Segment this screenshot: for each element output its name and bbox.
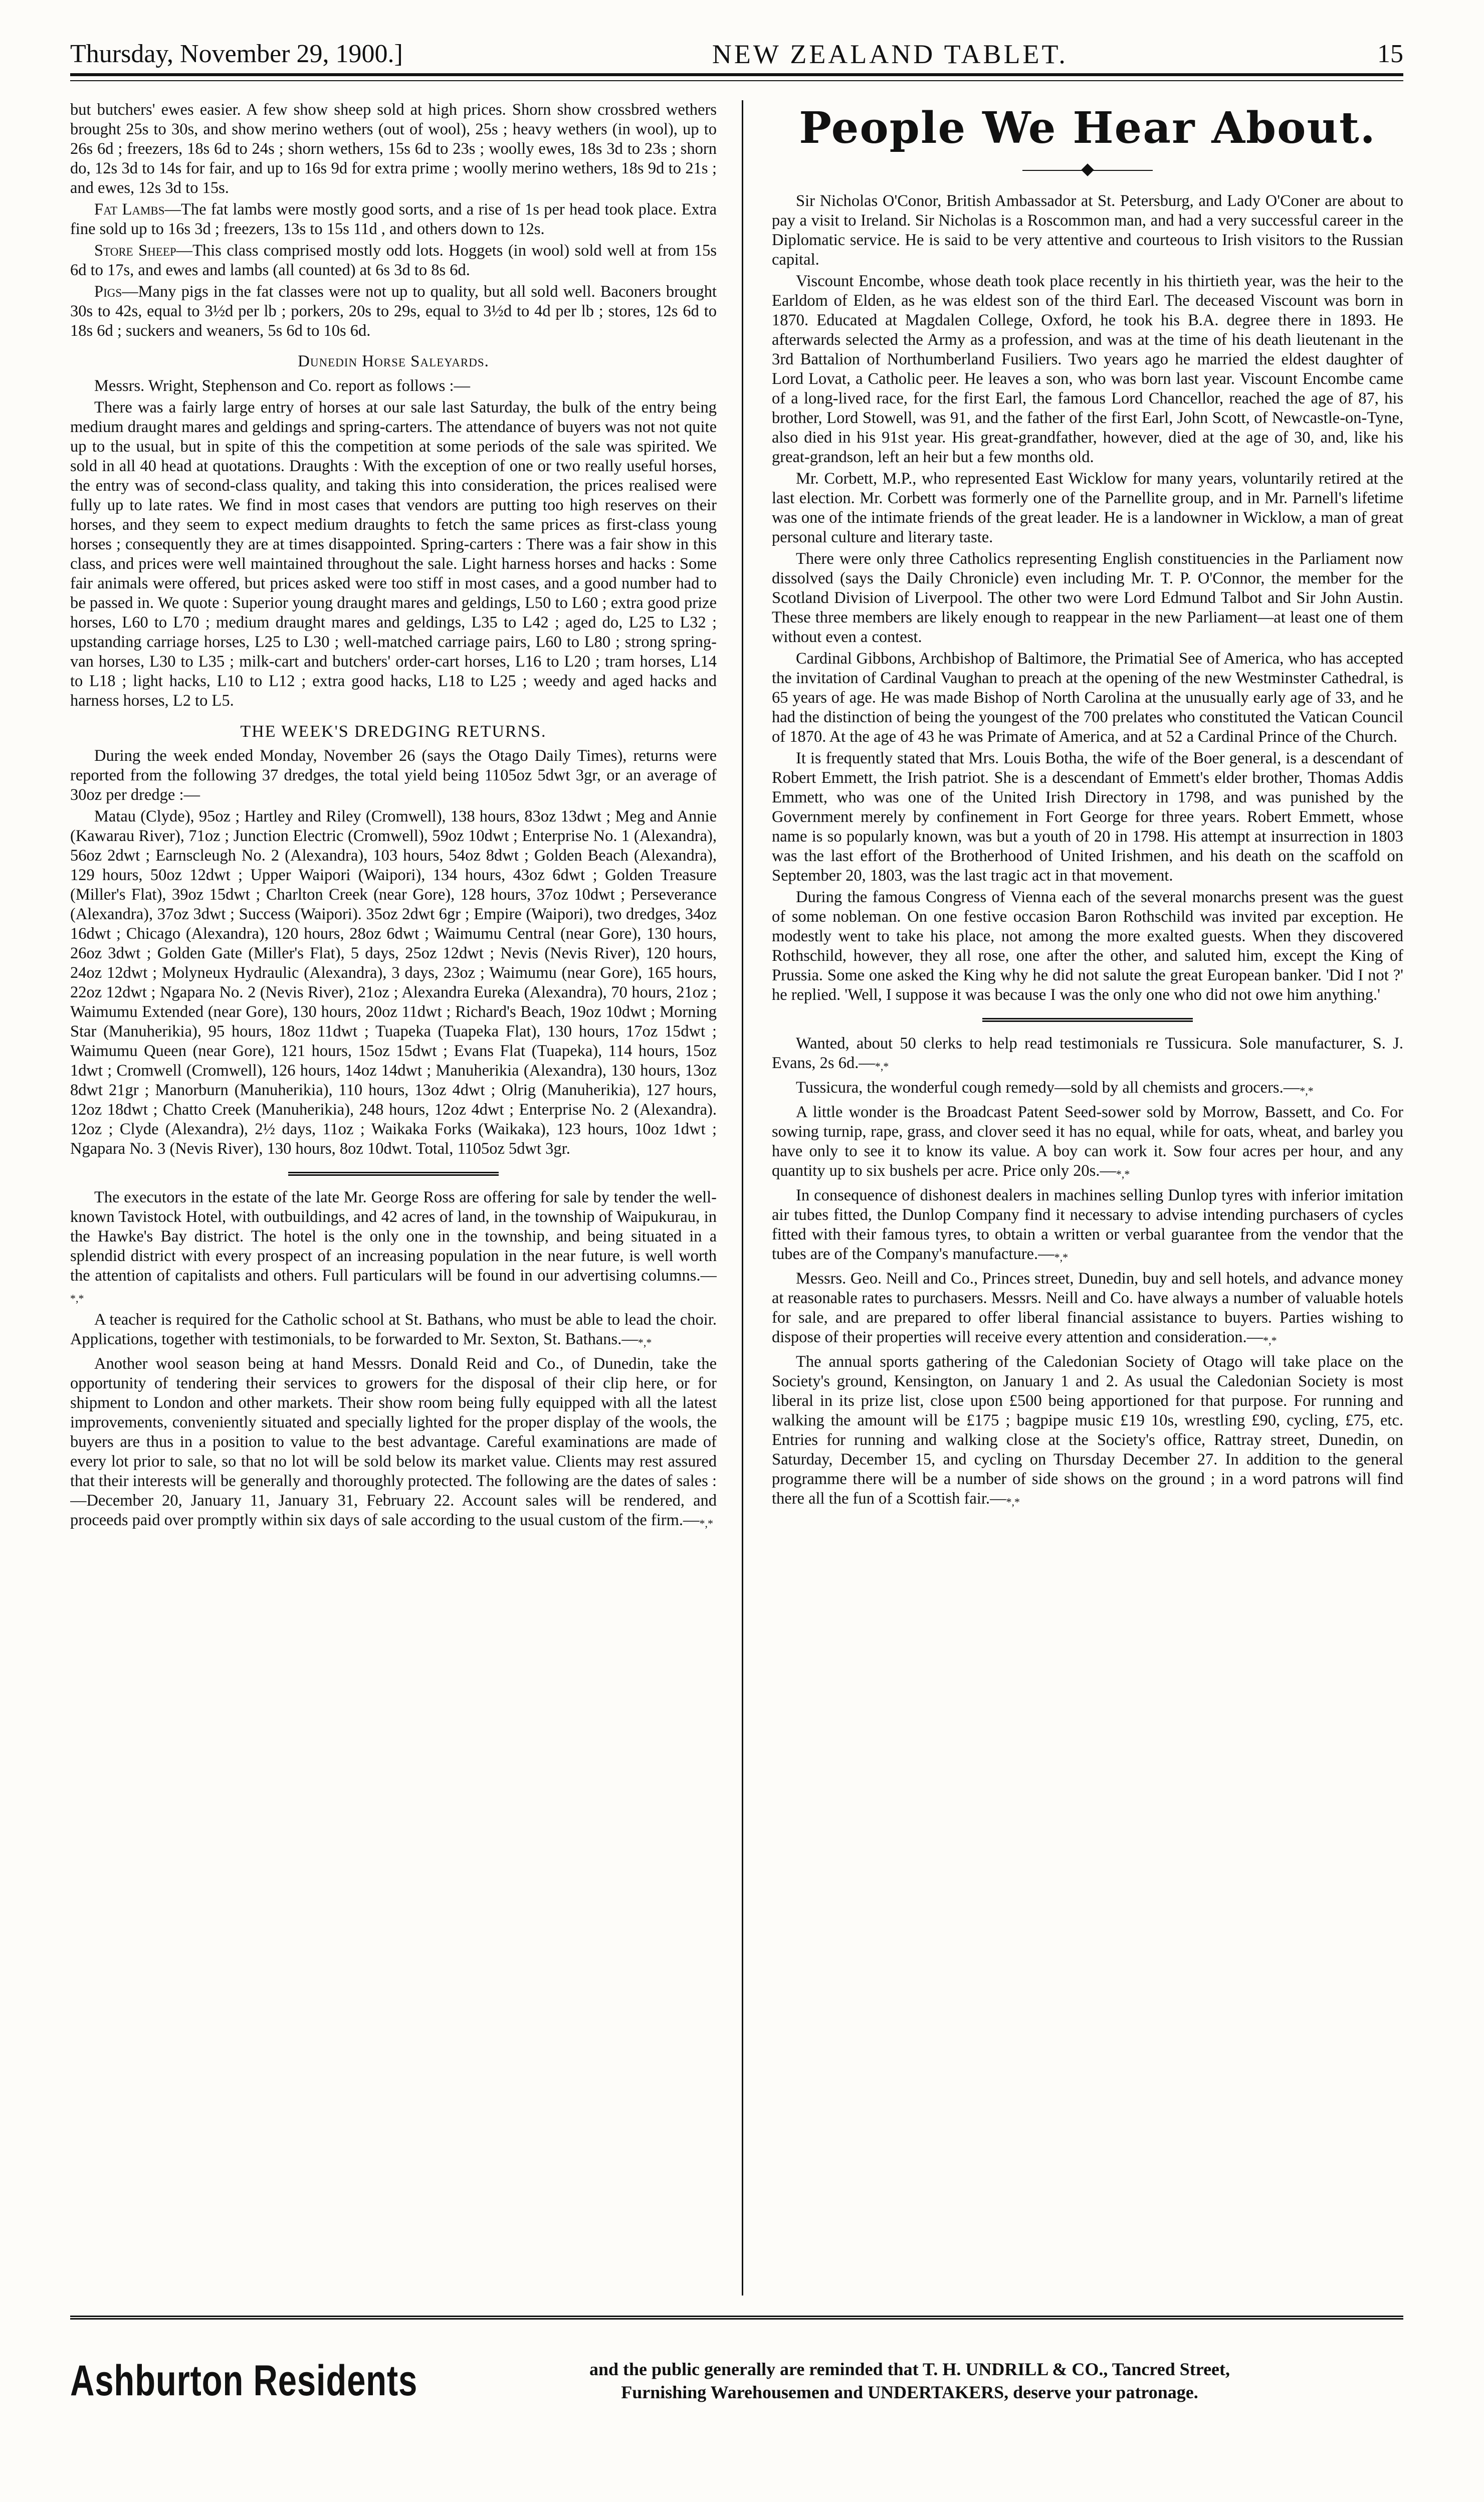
seed-sower-notice — [772, 1103, 1403, 1184]
caledonian-notice — [772, 1352, 1403, 1512]
clerks-notice — [772, 1034, 1403, 1076]
asterism: *,* — [875, 1060, 889, 1073]
dunlop-text: In consequence of dishonest dealers in machines selling Dunlop tyres with inferior imitation air tubes fitted, the Dunlop Company find it necessary to advise intending purchasers of cycles fitted with their famous tyres, to obtain a written or verbal guarantee from the vendor that the tubes are of the Company's manufacture.— — [772, 1186, 1403, 1263]
tavistock-hotel-notice — [70, 1188, 717, 1308]
page-header — [70, 29, 1403, 68]
dunlop-notice — [772, 1186, 1403, 1267]
horse-report: There was a fairly large entry of horses at our sale last Saturday, the bulk of the entry being medium draught mares and geldings and spring-carters. The attendance of buyers was not not quite up to the usual, but in spite of this the competition at some periods of the sale was spirited. We sold in all 40 head at quotations. Draughts : With the exception of one or two really useful horses, the entry was of second-class quality, and taking this into consideration, the prices realised were fully up to late rates. We find in most cases that vendors are putting too high reserves on their horses, and they seem to expect medium draughts to fetch the same prices as first-class young horses ; consequently they are at times disappointed. Spring-carters : There was a fair show in this class, and prices were well maintained throughout the sale. Light harness horses and hacks : Some fair animals were offered, but prices asked were too stiff in most cases, and a good number had to be passed in. We quote : Superior young draught mares and geldings, L50 to L60 ; extra good prize horses, L60 to L70 ; medium draught mares and geldings, L35 to L42 ; aged do, L25 to L32 ; upstanding carriage horses, L25 to L30 ; well-matched carriage pairs, L60 to L80 ; strong spring-van horses, L30 to L35 ; milk-cart and butchers' order-cart horses, L16 to L20 ; tram horses, L14 to L18 ; light hacks, L10 to L12 ; extra good hacks, L18 to L25 ; weedy and aged hacks and harness horses, L2 to L5. — [70, 398, 717, 710]
asterism: *,* — [1054, 1251, 1069, 1264]
asterism: *,* — [699, 1517, 713, 1530]
ornament-rule — [1022, 164, 1153, 176]
asterism: *,* — [638, 1336, 652, 1349]
dredging-intro: During the week ended Monday, November 26 (says the Otago Daily Times), returns were reported from the following 37 dredges, the total yield being 1105oz 5dwt 3gr, or an average of 30oz per dredge :— — [70, 747, 717, 804]
oconor-paragraph: Sir Nicholas O'Conor, British Ambassador at St. Petersburg, and Lady O'Coner are about to pay a visit to Ireland. Sir Nicholas is a Roscommon man, and had a very successful career in the Diplomatic service. He is said to be very attentive and courteous to Irish visitors to the Russian capital. — [772, 192, 1403, 269]
tavistock-hotel-text: The executors in the estate of the late Mr. George Ross are offering for sale by tender the well-known Tavistock Hotel, with outbuildings, and 42 acres of land, in the township of Waipukurau, in the Hawke's Bay district. The hotel is the only one in the township, and being situated in a splendid district with every prospect of an increasing population in the near future, is well worth the attention of capitalists and others. Full particulars will be found in our advertising columns.— — [70, 1188, 717, 1285]
fat-lambs-paragraph — [70, 200, 717, 239]
botha-paragraph: It is frequently stated that Mrs. Louis Botha, the wife of the Boer general, is a descendant of Robert Emmett, the Irish patriot. She is a descendant of Emmett's elder brother, Thomas Addis Emmett, who was one of the United Irish Directory in 1798, and was punished by the Government merely by confinement in Fort George for three years. Robert Emmett, whose name is so popularly known, was but a youth of 20 in 1798. His attempt at insurrection in 1803 was the last effort of the Brotherhood of United Irishmen, and his death on the scaffold on September 20, 1803, was the last tragic act in that movement. — [772, 749, 1403, 885]
caledonian-text: The annual sports gathering of the Caledonian Society of Otago will take place on the Society's ground, Kensington, on January 1 and 2. As usual the Caledonian Society is most liberal in its prize list, close upon £500 being apportioned for that purpose. For running and walking the amount will be £175 ; bagpipe music £19 10s, wrestling £90, cycling, £75, etc. Entries for running and walking close at the Society's office, Rattray street, Dunedin, on Saturday, December 15, and cycling on Thursday December 27. In addition to the general programme there will be a number of side shows on the ground ; in a word patrons will find there all the fun of a Scottish fair.— — [772, 1353, 1403, 1508]
asterism: *,* — [1263, 1334, 1277, 1347]
teacher-notice — [70, 1310, 717, 1352]
fat-lambs-text: —The fat lambs were mostly good sorts, and a rise of 1s per head took place. Extra fine sold up to 16s 3d ; freezers, 13s to 15s 11d , and others down to 12s. — [70, 200, 717, 238]
store-sheep-text: —This class comprised mostly odd lots. Hoggets (in wool) sold well at from 15s 6d to 17s, and ewes and lambs (all counted) at 6s 3d to 8s 6d. — [70, 242, 717, 279]
people-we-hear-about-title: People We Hear About. — [799, 103, 1376, 153]
clerks-text: Wanted, about 50 clerks to help read testimonials re Tussicura. Sole manufacturer, S. J. Evans, 2s 6d.— — [772, 1034, 1403, 1072]
wool-season-notice — [70, 1354, 717, 1533]
store-sheep-paragraph — [70, 241, 717, 280]
livestock-report: but butchers' ewes easier. A few show sheep sold at high prices. Shorn show crossbred wethers brought 25s to 30s, and show merino wethers (out of wool), 25s ; heavy wethers (in wool), up to 26s 6d ; freezers, 18s 6d to 24s ; shorn wethers, 15s 6d to 23s ; woolly ewes, 18s 3d to 23s ; shorn do, 12s 3d to 14s for fair, and up to 16s 9d for extra prime ; woolly merino wethers, 18s 9d to 21s ; and ewes, 12s 3d to 15s. — [70, 101, 717, 197]
horse-intro: Messrs. Wright, Stephenson and Co. report as follows :— — [94, 377, 471, 395]
fat-lambs-lead: Fat Lambs — [94, 200, 165, 219]
seed-sower-text: A little wonder is the Broadcast Patent Seed-sower sold by Morrow, Bassett, and Co. For sowing turnip, rape, grass, and clover seed it has no equal, while for oats, wheat, and barley you have only to see it to know its value. A boy can work it. Sow four acres per hour, and any quantity up to six bushels per acre. Price only 20s.— — [772, 1103, 1403, 1180]
advert-line-2: Furnishing Warehousemen and UNDERTAKERS, deserve your patronage. — [621, 2382, 1198, 2402]
header-rule-thin — [70, 80, 1403, 81]
catholics-paragraph: There were only three Catholics representing English constituencies in the Parliament now dissolved (says the Daily Chronicle) even including Mr. T. P. O'Connor, the member for the Scotland Division of Liverpool. The other two were Lord Edmund Talbot and Sir John Austin. These three members are likely enough to reappear in the new Parliament—at least one of them without even a contest. — [772, 550, 1403, 646]
pigs-lead: Pigs — [94, 283, 122, 301]
neill-notice — [772, 1269, 1403, 1350]
diamond-icon — [1081, 163, 1094, 176]
encombe-paragraph: Viscount Encombe, whose death took place recently in his thirtieth year, was the heir to the Earldom of Elden, as he was eldest son of the third Earl. The deceased Viscount was born in 1870. Educated at Magdalen College, Oxford, he took his B.A. degree there in 1893. He afterwards selected the Army as a profession, and was at the time of his death lieutenant in the 3rd Battalion of Northumberland Fusiliers. Two years ago he married the eldest daughter of Lord Lovat, a Catholic peer. He leaves a son, who was born last year. Viscount Encombe came of a long-lived race, for the first Earl, the famous Lord Chancellor, reached the age of 87, his brother, Lord Stowell, was 91, and the father of the first Earl, John Scott, of Newcastle-on-Tyne, also died in his 91st year. His great-grandfather, however, died at the age of 30, and, like his great-grandson, left an heir but a few months old. — [772, 272, 1403, 466]
teacher-text: A teacher is required for the Catholic school at St. Bathans, who must be able to lead the choir. Applications, together with testimonials, to be forwarded to Mr. Sexton, St. Bathans.— — [70, 1311, 717, 1348]
asterism: *,* — [1006, 1496, 1020, 1508]
wool-season-text: Another wool season being at hand Messrs. Donald Reid and Co., of Dunedin, take the opportunity of tendering their services to growers for the disposal of their clip here, or for shipment to London and other markets. Their show room being fully equipped with all the latest improvements, conveniently situated and specially lighted for the proper display of the wools, the buyers are thus in a position to value to the best advantage. Careful examinations are made of every lot prior to sale, so that no lot will be sold below its market value. Clients may rest assured that their interests will be generally and thoroughly protected. The following are the dates of sales :—December 20, January 11, January 31, February 22. Account sales will be rendered, and proceeds paid over promptly within six days of sale according to the usual custom of the firm.— — [70, 1355, 717, 1529]
undrill-advertisement — [70, 2336, 1403, 2426]
header-rule — [70, 73, 1403, 76]
gibbons-paragraph: Cardinal Gibbons, Archbishop of Baltimore, the Primatial See of America, who has accepted the invitation of Cardinal Vaughan to preach at the opening of the new Westminster Cathedral, is 65 years of age. He was made Bishop of North Carolina at the unusually early age of 33, and he had the distinction of being the youngest of the 700 prelates who constituted the Vatican Council of 1870. At the age of 43 he was Primate of America, and at 52 a Cardinal Prince of the Church. — [772, 650, 1403, 746]
right-column — [772, 100, 1403, 2301]
footer-rule — [70, 2316, 1403, 2320]
asterism: *,* — [1300, 1085, 1314, 1097]
tussicura-text: Tussicura, the wonderful cough remedy—sold by all chemists and grocers.— — [796, 1079, 1300, 1097]
masthead: NEW ZEALAND TABLET. — [712, 39, 1068, 69]
page-number: 15 — [1377, 40, 1403, 68]
neill-text: Messrs. Geo. Neill and Co., Princes street, Dunedin, buy and sell hotels, and advance money at reasonable rates to purchasers. Messrs. Neill and Co. have always a number of valuable hotels for sale, and are prepared to offer liberal financial assistance to buyers. Parties wishing to dispose of their properties will receive every attention and consideration.— — [772, 1270, 1403, 1346]
section-divider — [982, 1018, 1193, 1022]
horse-saleyards-heading: Dunedin Horse Saleyards. — [298, 352, 489, 370]
pigs-text: —Many pigs in the fat classes were not up to quality, but all sold well. Baconers brought 30s to 42s, equal to 3½d per lb ; porkers, 20s to 29s, equal to 3½d to 4d per lb ; stores, 12s 6d to 18s 6d ; suckers and weaners, 5s 6d to 10s 6d. — [70, 283, 717, 340]
section-divider — [288, 1172, 499, 1176]
tussicura-notice — [772, 1078, 1403, 1101]
advert-headline: Ashburton Residents — [70, 2356, 418, 2405]
advert-line-1: and the public generally are reminded that T. H. UNDRILL & CO., Tancred Street, — [589, 2359, 1230, 2379]
dredging-list: Matau (Clyde), 95oz ; Hartley and Riley (Cromwell), 138 hours, 83oz 13dwt ; Meg and Annie (Kawarau River), 71oz ; Junction Electric (Cromwell), 59oz 10dwt ; Enterprise No. 1 (Alexandra), 56oz 2dwt ; Earnscleugh No. 2 (Alexandra), 103 hours, 54oz 8dwt ; Golden Beach (Alexandra), 129 hours, 50oz 12dwt ; Upper Waipori (Waipori), 134 hours, 43oz 6dwt ; Golden Treasure (Miller's Flat), 39oz 15dwt ; Charlton Creek (near Gore), 128 hours, 37oz 10dwt ; Perseverance (Alexandra), 37oz 3dwt ; Success (Waipori). 35oz 2dwt 6gr ; Empire (Waipori), two dredges, 34oz 16dwt ; Chicago (Alexandra), 120 hours, 28oz 6dwt ; Waimumu Central (near Gore), 130 hours, 26oz 3dwt ; Golden Gate (Miller's Flat), 5 days, 25oz 12dwt ; Nevis (Nevis River), 120 hours, 24oz 12dwt ; Molyneux Hydraulic (Alexandra), 3 days, 23oz ; Waimumu (near Gore), 165 hours, 22oz 12dwt ; Ngapara No. 2 (Nevis River), 21oz ; Alexandra Eureka (Alexandra), 70 hours, 21oz ; Waimumu Extended (near Gore), 130 hours, 20oz 11dwt ; Richard's Beach, 19oz 10dwt ; Morning Star (Manuherikia), 95 hours, 18oz 11dwt ; Tuapeka (Tuapeka Flat), 130 hours, 17oz 15dwt ; Waimumu Queen (near Gore), 121 hours, 15oz 15dwt ; Evans Flat (Tuapeka), 114 hours, 15oz 1dwt ; Cromwell (Cromwell), 126 hours, 14oz 14dwt ; Manuherikia (Alexandra), 130 hours, 13oz 8dwt 21gr ; Manorburn (Manuherikia), 110 hours, 13oz 4dwt ; Olrig (Manuherikia), 127 hours, 12oz 18dwt ; Chatto Creek (Manuherikia), 248 hours, 12oz 4dwt ; Enterprise No. 2 (Alexandra). 12oz ; Clyde (Alexandra), 2½ days, 11oz ; Waikaka Forks (Waikaka), 123 hours, 10oz 1dwt ; Ngapara No. 3 (Nevis River), 130 hours, 8oz 10dwt. Total, 1105oz 5dwt 3gr. — [70, 807, 717, 1158]
corbett-paragraph: Mr. Corbett, M.P., who represented East Wicklow for many years, voluntarily retired at the last election. Mr. Corbett was formerly one of the Parnellite group, and in Mr. Parnell's lifetime was one of the intimate friends of the great leader. He is a landowner in Wicklow, a man of great personal culture and literary taste. — [772, 470, 1403, 546]
store-sheep-lead: Store Sheep — [94, 242, 176, 260]
dredging-heading: THE WEEK'S DREDGING RETURNS. — [240, 722, 547, 741]
column-rule — [742, 100, 743, 2296]
pigs-paragraph — [70, 282, 717, 341]
left-column — [70, 100, 717, 2301]
asterism: *,* — [70, 1292, 84, 1305]
vienna-paragraph: During the famous Congress of Vienna each of the several monarchs present was the guest of some nobleman. On one festive occasion Baron Rothschild was invited par exception. He modestly went to take his place, not among the more exalted guests. When they discovered Rothschild, however, they all rose, one after the other, and saluted him, except the King of Prussia. Some one asked the King why he did not salute the great European banker. 'Did I not ?' he replied. 'Well, I suppose it was because I was the only one who did not owe him anything.' — [772, 888, 1403, 1004]
header-date: Thursday, November 29, 1900.] — [70, 40, 403, 68]
advert-body — [416, 2358, 1403, 2404]
asterism: *,* — [1116, 1168, 1130, 1180]
